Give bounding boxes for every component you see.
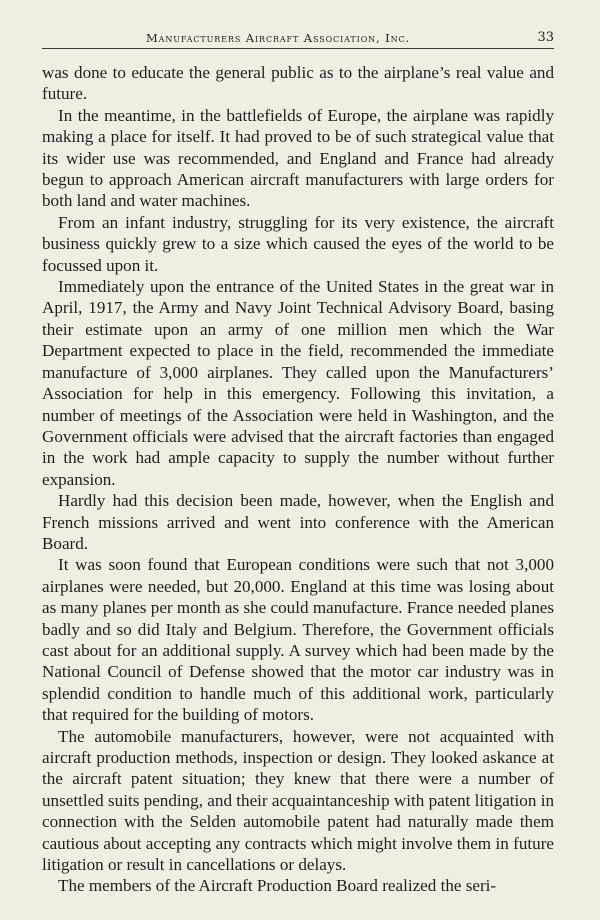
paragraph-missions: Hardly had this decision been made, however, when the English and French missions arrived and went into conference with the American Board. [42,491,554,553]
page-header [42,26,554,49]
paragraph-infant-industry: From an infant industry, struggling for its very existence, the aircraft business quickly grew to a size which caused the eyes of the world to be focussed upon it. [42,212,554,275]
paragraph-production-board: The members of the Aircraft Production Board realized the seri- [58,876,497,896]
body-text [42,62,554,897]
paragraph-continuation: was done to educate the general public as to the airplane’s real value and future. [42,63,554,104]
page-number: 33 [537,30,554,45]
paragraph-battlefields: In the meantime, in the battlefields of Europe, the airplane was rapidly making a place for itself. It had proved to be of such strategical value that its wider use was recommended, and England and France had already begun to approach American aircraft manufacturers with large orders for both land and water machines. [42,105,554,211]
running-head: Manufacturers Aircraft Association, Inc. [146,31,411,45]
paragraph-european-conditions: It was soon found that European conditions were such that not 3,000 airplanes were needed, but 20,000. England at this time was losing about as many planes per month as she could manufacture. France needed planes badly and so did Italy and Belgium. Therefore, the Government officials cast about for an additional supply. A survey which had been made by the National Council of Defense showed that the motor car industry was in splendid condition to handle much of this additional work, particularly that required for the building of motors. [42,555,554,725]
paragraph-automobile-manufacturers: The automobile manufacturers, however, were not acquainted with aircraft production methods, inspection or design. They looked askance at the aircraft patent situation; they knew that there were a number of unsettled suits pending, and their acquaintanceship with patent litigation in connection with the Selden automobile patent had naturally made them cautious about accepting any contracts which might involve them in future litigation or result in cancellations or delays. [42,726,554,875]
paragraph-war-entrance: Immediately upon the entrance of the United States in the great war in April, 1917, the Army and Navy Joint Technical Advisory Board, basing their estimate upon an army of one million men which the War Department expected to place in the field, recommended the immediate manufacture of 3,000 airplanes. They called upon the Manufacturers’ Association for help in this emergency. Following this invitation, a number of meetings of the Association were held in Washington, and the Government officials were advised that the aircraft factories than engaged in the work had ample capacity to supply the number without further expansion. [42,277,554,489]
